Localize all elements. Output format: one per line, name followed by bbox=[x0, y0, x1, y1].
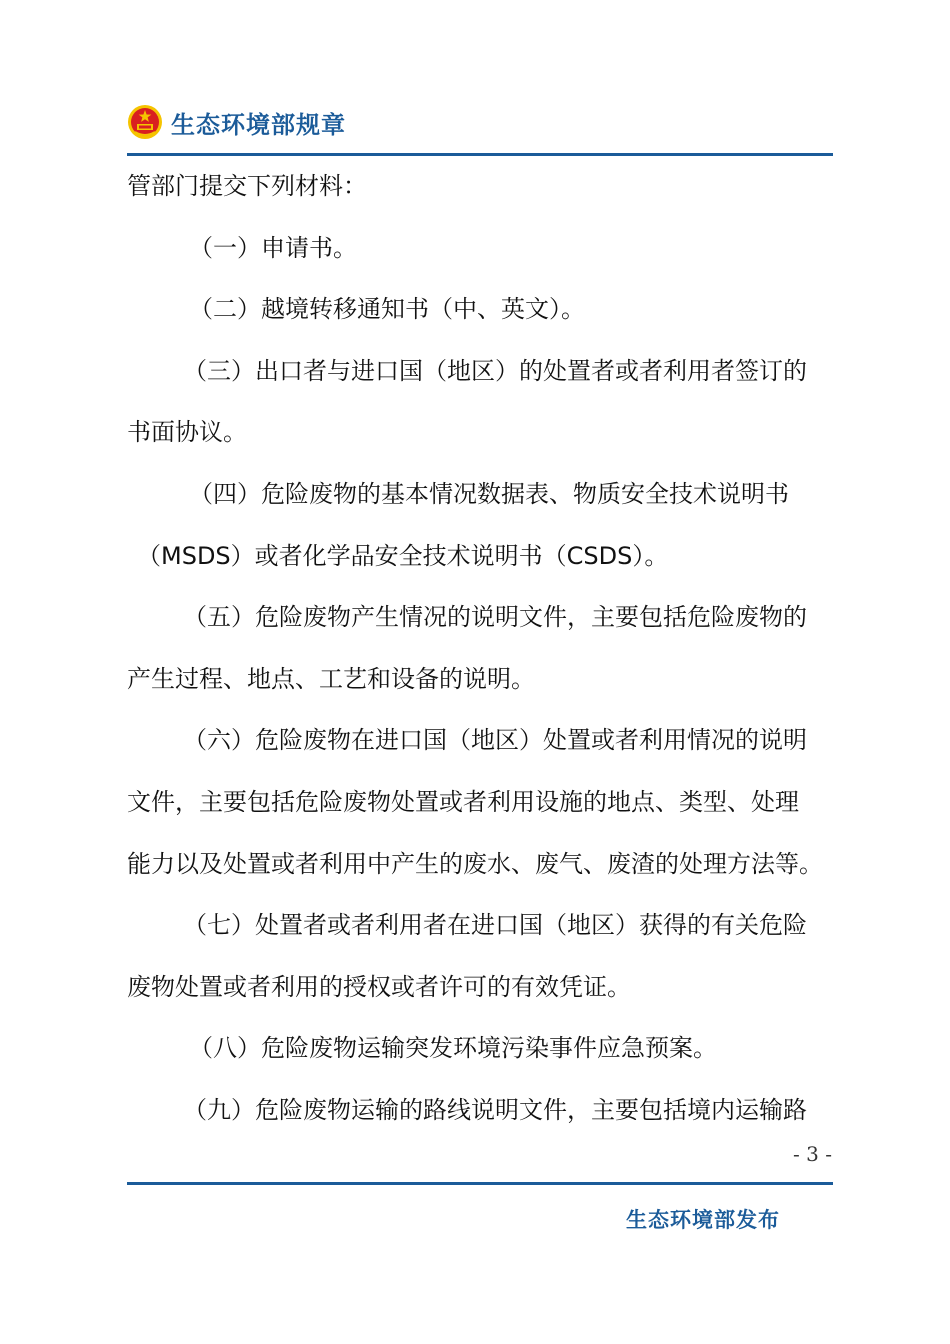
body-line: （二）越境转移通知书（中、英文）。 bbox=[189, 295, 585, 324]
page-number: - 3 - bbox=[793, 1142, 832, 1166]
page-header bbox=[127, 100, 833, 144]
body-line: （五）危险废物产生情况的说明文件，主要包括危险废物的 bbox=[183, 603, 807, 632]
document-body bbox=[127, 156, 833, 1142]
body-line: 废物处置或者利用的授权或者许可的有效凭证。 bbox=[127, 972, 631, 1001]
footer-divider bbox=[127, 1182, 833, 1185]
body-line: 能力以及处置或者利用中产生的废水、废气、废渣的处理方法等。 bbox=[127, 849, 823, 878]
footer-title: 生态环境部发布 bbox=[626, 1208, 780, 1232]
body-line: （四）危险废物的基本情况数据表、物质安全技术说明书 bbox=[189, 479, 789, 508]
body-line: 产生过程、地点、工艺和设备的说明。 bbox=[127, 664, 535, 693]
body-line: （六）危险废物在进口国（地区）处置或者利用情况的说明 bbox=[183, 726, 807, 755]
body-line: （MSDS）或者化学品安全技术说明书（CSDS）。 bbox=[137, 541, 669, 570]
body-line: 文件，主要包括危险废物处置或者利用设施的地点、类型、处理 bbox=[127, 787, 799, 816]
body-line: （八）危险废物运输突发环境污染事件应急预案。 bbox=[189, 1034, 717, 1063]
national-emblem-icon bbox=[127, 104, 163, 140]
body-line: （三）出口者与进口国（地区）的处置者或者利用者签订的 bbox=[183, 356, 807, 385]
body-line: （一）申请书。 bbox=[189, 233, 357, 262]
body-line: 管部门提交下列材料： bbox=[127, 172, 367, 200]
body-line: 书面协议。 bbox=[127, 418, 247, 447]
body-line: （七）处置者或者利用者在进口国（地区）获得的有关危险 bbox=[183, 911, 807, 940]
body-line: （九）危险废物运输的路线说明文件，主要包括境内运输路 bbox=[183, 1095, 807, 1124]
header-title: 生态环境部规章 bbox=[171, 110, 346, 139]
